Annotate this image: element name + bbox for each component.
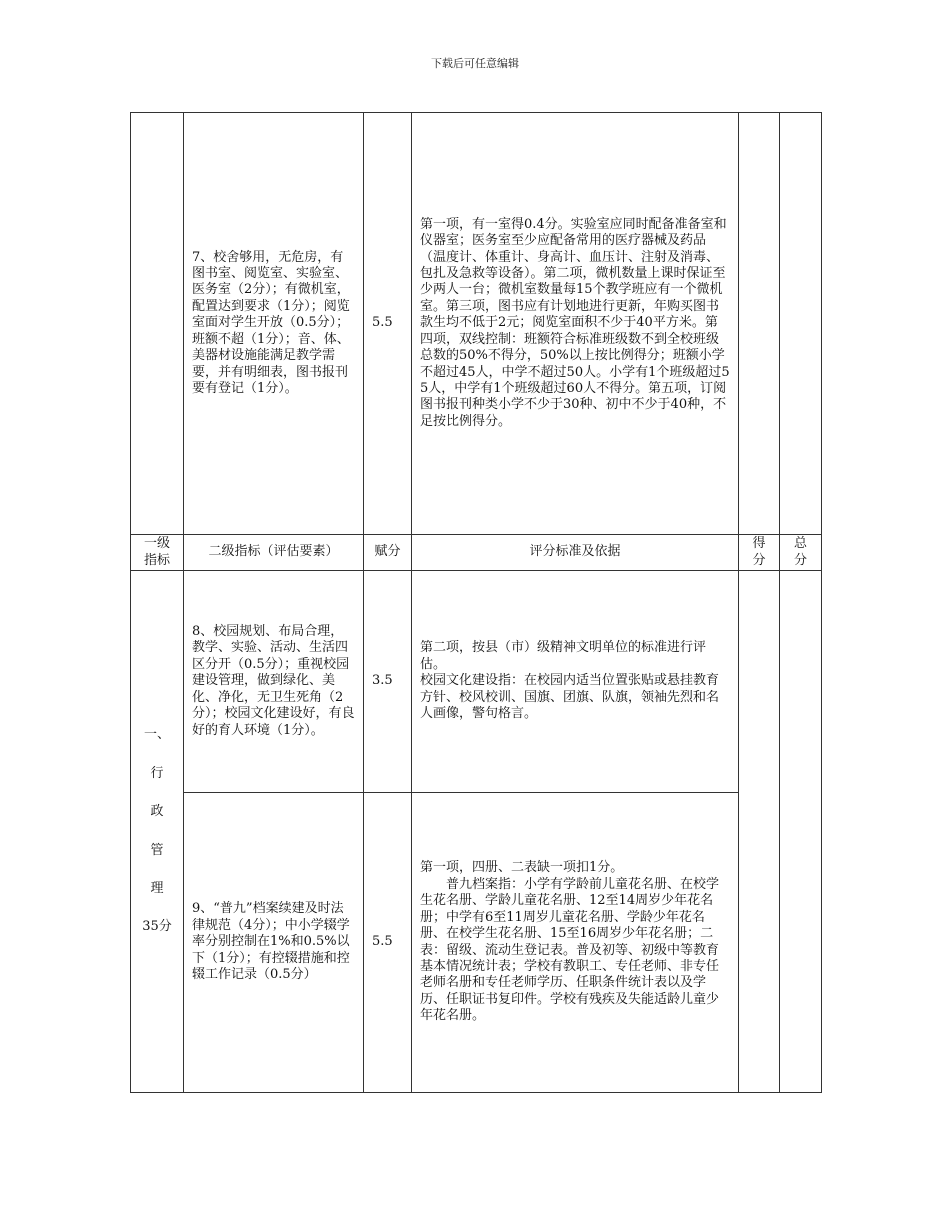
row7-total-score (780, 113, 822, 535)
level1-cell-empty (131, 113, 184, 535)
evaluation-table (130, 112, 822, 1093)
header-level1: 一级指标 (131, 535, 184, 571)
row8-score: 3.5 (364, 571, 412, 793)
row9-criteria: 第一项，四册、二表缺一项扣1分。 普九档案指：小学有学龄前儿童花名册、在校学生花名册、学龄儿童花名册、12至14周岁少年花名册；中学有6至11周岁儿童花名册、学龄少年花名册、在校学生花名册、15至16周岁少年花名册；二表：留级、流动生登记表。普及初等、初级中等教育基本情况统计表；学校有教职工、专任老师、非专任老师名册和专任老师学历、任职条件统计表以及学历、任职证书复印件。学校有残疾及失能适龄儿童少年花名册。 (412, 793, 739, 1093)
header-got: 得分 (739, 535, 780, 571)
header-level2: 二级指标（评估要素） (184, 535, 364, 571)
header-total: 总分 (780, 535, 822, 571)
row8-criteria: 第二项，按县（市）级精神文明单位的标准进行评估。 校园文化建设指：在校园内适当位置张贴或悬挂教育方针、校风校训、国旗、团旗、队旗，领袖先烈和名人画像，警句格言。 (412, 571, 739, 793)
total-score-cell (780, 571, 822, 1093)
header-weight: 赋分 (364, 535, 412, 571)
table-row (131, 793, 822, 1093)
row9-element: 9、“普九”档案续建及时法律规范（4分）；中小学辍学率分别控制在1%和0.5%以下（1分）；有控辍措施和控辍工作记录（0.5分） (184, 793, 364, 1093)
page-header-note: 下载后可任意编辑 (431, 57, 519, 70)
header-criteria: 评分标准及依据 (412, 535, 739, 571)
row7-element: 7、校舍够用，无危房，有图书室、阅览室、实验室、医务室（2分）；有微机室，配置达到要求（1分）；阅览室面对学生开放（0.5分）；班额不超（1分）；音、体、美器材设施能满足教学需要，并有明细表，图书报刊要有登记（1分）。 (184, 113, 364, 535)
row7-criteria: 第一项，有一室得0.4分。实验室应同时配备准备室和仪器室；医务室至少应配备常用的医疗器械及药品（温度计、体重计、身高计、血压计、注射及消毒、包扎及急救等设备）。第二项，微机数量上课时保证至少两人一台；微机室数量每15个教学班应有一个微机室。第三项，图书应有计划地进行更新，年购买图书款生均不低于2元；阅览室面积不少于40平方米。第四项，双线控制：班额符合标准班级数不到全校班级总数的50%不得分，50%以上按比例得分；班额小学不超过45人，中学不超过50人。小学有1个班级超过55人，中学有1个班级超过60人不得分。第五项，订阅图书报刊种类小学不少于30种、初中不少于40种，不足按比例得分。 (412, 113, 739, 535)
row8-element: 8、校园规划、布局合理，教学、实验、活动、生活四区分开（0.5分）；重视校园建设管理，做到绿化、美化、净化，无卫生死角（2分）；校园文化建设好，有良好的育人环境（1分）。 (184, 571, 364, 793)
table-row (131, 113, 822, 535)
table-row (131, 571, 822, 793)
row7-got-score (739, 113, 780, 535)
row9-score: 5.5 (364, 793, 412, 1093)
category-admin-management: 一、 行 政 管 理 35分 (131, 571, 184, 1093)
got-score-cell (739, 571, 780, 1093)
table-header-row (131, 535, 822, 571)
row7-score: 5.5 (364, 113, 412, 535)
